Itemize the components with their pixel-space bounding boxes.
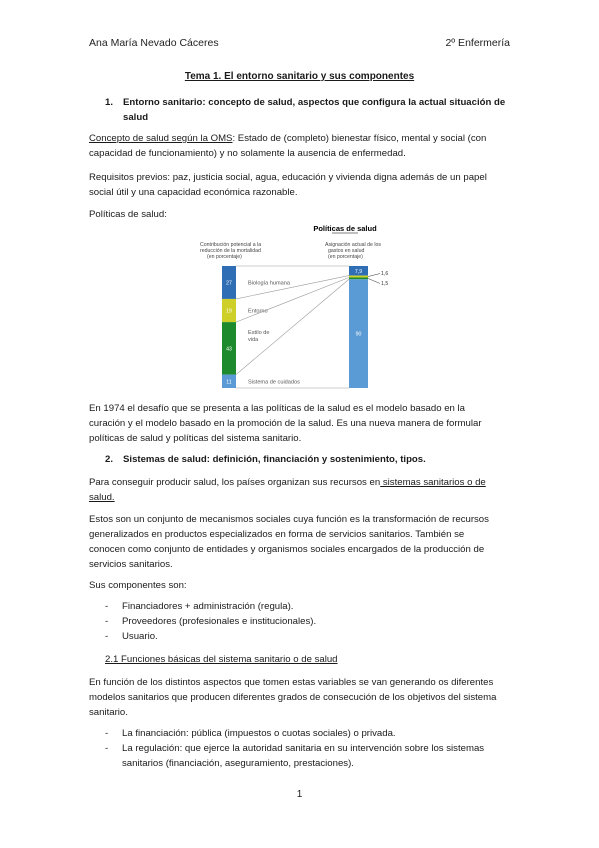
oms-definition-cont: capacidad de funcionamiento) y no solamente la ausencia de enfermedad. [89,148,406,159]
list-item: - La regulación: que ejerce la autoridad sanitaria en su intervención sobre los sistemas [105,743,485,754]
left-value-label: 19 [226,308,232,315]
right-value-label: 1,6 [381,271,389,278]
left-value-label: 43 [226,346,232,353]
list-item: - La financiación: pública (impuestos o cuotas sociales) o privada. [105,728,396,739]
section-1-heading-cont: salud [123,112,149,123]
callout-line [368,278,380,283]
right-bar-segment [349,277,368,279]
politicas-label: Políticas de salud: [89,209,167,220]
componentes-intro: Sus componentes son: [89,580,187,591]
document-title: Tema 1. El entorno sanitario y sus componentes [184,71,415,82]
category-label: Estilo de [248,330,270,337]
category-label: vida [248,337,259,344]
oms-definition: Concepto de salud según la OMS: Estado de (completo) bienestar físico, mental y social (con [89,133,487,144]
requisitos-line-2: social útil y una capacidad económica razonable. [89,187,298,198]
left-header-line-1: Contribución potencial a la [200,242,262,248]
right-header-line-1: Asignación actual de los [325,242,381,248]
section-2-heading: 2. Sistemas de salud: definición, financiación y sostenimiento, tipos. [105,454,426,465]
p-conseguir-line-2: salud. [89,492,115,503]
callout-line [368,274,380,277]
left-header-line-3: (en porcentaje) [207,254,242,260]
right-value-label: 90 [355,331,362,338]
course-name: 2º Enfermería [445,37,510,49]
p-conjunto-line-1: Estos son un conjunto de mecanismos sociales cuya función es la transformación de recursos [89,514,489,525]
health-policy-chart [195,222,410,392]
page-header [89,37,510,49]
category-label: Entorno [248,308,268,315]
right-header [325,242,381,260]
section-1-heading: 1. Entorno sanitario: concepto de salud, aspectos que configura la actual situación de [105,97,506,108]
p-conseguir-line-1: Para conseguir producir salud, los países organizan sus recursos en sistemas sanitarios o de [89,477,486,488]
connector-line [236,276,349,299]
category-label: Biología humana [248,280,290,287]
left-value-label: 11 [226,379,232,386]
list-item: - Financiadores + administración (regula). [105,601,294,612]
right-bar-segment [349,276,368,278]
p-funcion-line-2: modelos sanitarios que producen diferentes grados de consecución de los objetivos del sistema [89,692,497,703]
p-funcion-line-1: En función de los distintos aspectos que tomen estas variables se van generando os diferentes [89,677,494,688]
p1974-line-3: políticas de salud y políticas del sistema sanitario. [89,433,302,444]
left-header-line-2: reducción de la mortalidad [200,248,261,254]
author-name: Ana María Nevado Cáceres [89,37,219,49]
list-item: - Usuario. [105,631,158,642]
p-funcion-line-3: sanitario. [89,707,128,718]
page-number: 1 [296,789,303,800]
list-item: - Proveedores (profesionales e institucionales). [105,616,317,627]
chart-title: Políticas de salud [313,224,377,233]
p-conjunto-line-3: conocen como conjunto de entidades y organismos sociales encargados de la producción de [89,544,485,555]
p-conjunto-line-2: generalizados en productos especializados en forma de servicios sanitarios. También se [89,529,465,540]
left-value-label: 27 [226,280,232,287]
requisitos-line-1: Requisitos previos: paz, justicia social, agua, educación y vivienda digna además de un papel [89,172,487,183]
p1974-line-2: curación y el modelo basado en la promoción de la salud. Es una nueva manera de formular [89,418,482,429]
right-value-label: 1,5 [381,280,389,287]
subsection-heading: 2.1 Funciones básicas del sistema sanitario o de salud [105,654,338,665]
right-header-line-2: gastos en salud [328,248,365,254]
p-conjunto-line-4: servicios sanitarios. [89,559,173,570]
left-header [200,242,261,260]
right-header-line-3: (en porcentaje) [328,254,363,260]
list-item-cont: sanitarios (financiación, aseguramiento, prestaciones). [122,758,354,769]
connector-line [236,279,349,374]
p1974-line-1: En 1974 el desafío que se presenta a las políticas de la salud es el modelo basado en la [89,403,466,414]
right-value-label: 7,9 [354,268,363,275]
category-label: Sistema de cuidados [248,379,300,386]
